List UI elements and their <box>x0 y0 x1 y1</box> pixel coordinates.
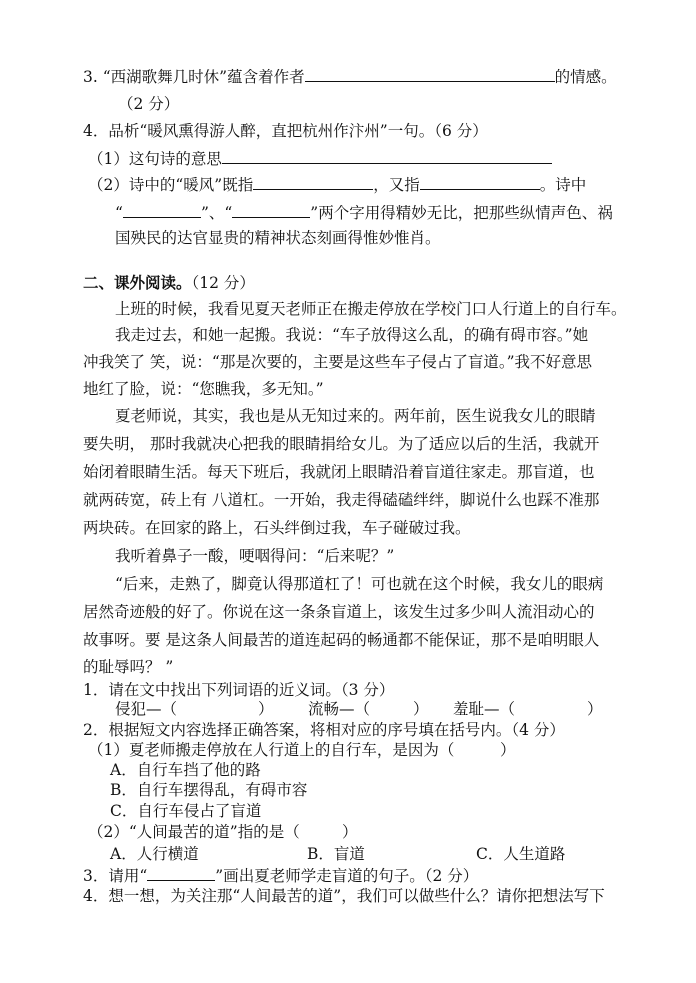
q4-sub1-line <box>88 147 552 169</box>
passage-line: 我听着鼻子一酸，哽咽得问：“后来呢？” <box>115 547 395 565</box>
q1-word-2-close: ） <box>413 700 429 718</box>
q3-text-before: 3. “西湖歌舞几时休”蕴含着作者 <box>83 68 305 86</box>
passage-line: 夏老师说，其实，我也是从无知过来的。两年前，医生说我女儿的眼睛 <box>115 407 596 425</box>
q2-2-option-a: A．人行横道 <box>110 845 199 863</box>
q2-1-close: ） <box>500 741 516 759</box>
q2-1-option-a: A．自行车挡了他的路 <box>110 761 261 779</box>
q3-score: （2 分） <box>118 95 180 113</box>
passage-line: 上班的时候，我看见夏天老师正在搬走停放在学校门口人行道上的自行车。 <box>115 300 627 318</box>
passage-line: 始闭着眼睛生活。每天下班后，我就闭上眼睛沿着盲道往家走。那盲道，也 <box>83 463 595 481</box>
q4-sub2-a: （2）诗中的“暖风”既指 <box>88 176 254 194</box>
q4-sub2-blank1[interactable] <box>253 173 373 190</box>
q1-word-2-open: 流畅—（ <box>308 700 371 718</box>
q4-quote-mid: ”、“ <box>200 204 233 222</box>
passage-line: 地红了脸，说：“您瞧我，多无知。” <box>83 380 324 398</box>
q4-line4: 国殃民的达官显贵的精神状态刻画得惟妙惟肖。 <box>115 229 441 247</box>
passage-line: 故事呀。要 是这条人间最苦的道连起码的畅通都不能保证，那不是咱明眼人 <box>83 631 600 649</box>
passage-line: 冲我笑了 笑，说：“那是次要的，主要是这些车子侵占了盲道。”我不好意思 <box>83 353 593 371</box>
q3-underline-prompt-a: 3．请用“ <box>83 867 148 885</box>
question-3 <box>83 864 478 886</box>
q4-sub2-c: 。诗中 <box>539 176 587 194</box>
q2-1-prompt: （1）夏老师搬走停放在人行道上的自行车，是因为（ <box>88 741 455 759</box>
q2-2-prompt: （2）“人间最苦的道”指的是（ <box>88 823 300 841</box>
q4-sub2-b: ，又指 <box>373 176 420 194</box>
q4-sub2-blank2[interactable] <box>420 173 540 190</box>
q3-underline-prompt-b: ”画出夏老师学走盲道的句子。（2 分） <box>215 867 479 885</box>
q1-word-1-close: ） <box>258 700 274 718</box>
passage-line: 我走过去，和她一起搬。我说：“车子放得这么乱，的确有碍市容。”她 <box>115 326 589 344</box>
passage-line: 的耻辱吗？ ” <box>83 658 174 676</box>
passage-line: 要失明， 那时我就决心把我的眼睛捐给女儿。为了适应以后的生活，我就开 <box>83 435 600 453</box>
passage-line: 居然奇迹般的好了。你说在这一条条盲道上，该发生过多少叫人流泪动心的 <box>83 603 595 621</box>
passage-line: “后来，走熟了，脚竟认得那道杠了！可也就在这个时候，我女儿的眼病 <box>115 575 604 593</box>
q3-text-after: 的情感。 <box>554 68 617 86</box>
question-2: 2．根据短文内容选择正确答案，将相对应的序号填在括号内。（4 分） <box>83 721 565 739</box>
q4-sub1-blank[interactable] <box>222 147 552 164</box>
q2-1-option-b: B．自行车摆得乱，有碍市容 <box>110 781 308 799</box>
q4-quote-open: “ <box>115 204 123 222</box>
q4-sub1-text: （1）这句诗的意思 <box>88 150 222 168</box>
q4-sub2-line <box>88 173 586 195</box>
q3-underline-sample <box>147 864 215 881</box>
q3-line <box>83 65 617 87</box>
question-1: 1．请在文中找出下列词语的近义词。（3 分） <box>83 681 395 699</box>
section2-title: 二、课外阅读。 <box>83 273 192 292</box>
q2-1-option-c: C．自行车侵占了盲道 <box>110 802 262 820</box>
q3-answer-blank[interactable] <box>305 65 555 82</box>
section2-heading <box>83 273 255 293</box>
question-4: 4．想一想，为关注那“人间最苦的道”，我们可以做些什么？请你把想法写下 <box>83 887 605 905</box>
section2-score: （12 分） <box>191 274 255 292</box>
q2-2-option-b: B．盲道 <box>307 845 365 863</box>
q1-word-3-close: ） <box>587 700 603 718</box>
passage-line: 就两砖宽，砖上有 八道杠。一开始，我走得磕磕绊绊，脚说什么也踩不准那 <box>83 491 600 509</box>
q4-line3-rest: ”两个字用得精妙无比，把那些纵情声色、祸 <box>310 204 613 222</box>
passage-line: 两块砖。在回家的路上，石头绊倒过我，车子碰破过我。 <box>83 519 471 537</box>
q4-line3 <box>115 201 613 223</box>
q4-word-blank1[interactable] <box>123 201 201 218</box>
q4-word-blank2[interactable] <box>232 201 310 218</box>
q2-2-option-c: C．人生道路 <box>476 845 566 863</box>
q1-word-1-open: 侵犯—（ <box>115 700 178 718</box>
q4-prompt: 4．品析“暖风熏得游人醉，直把杭州作汴州”一句。（6 分） <box>83 122 488 140</box>
q2-2-close: ） <box>342 823 358 841</box>
q1-word-3-open: 羞耻—（ <box>453 700 516 718</box>
